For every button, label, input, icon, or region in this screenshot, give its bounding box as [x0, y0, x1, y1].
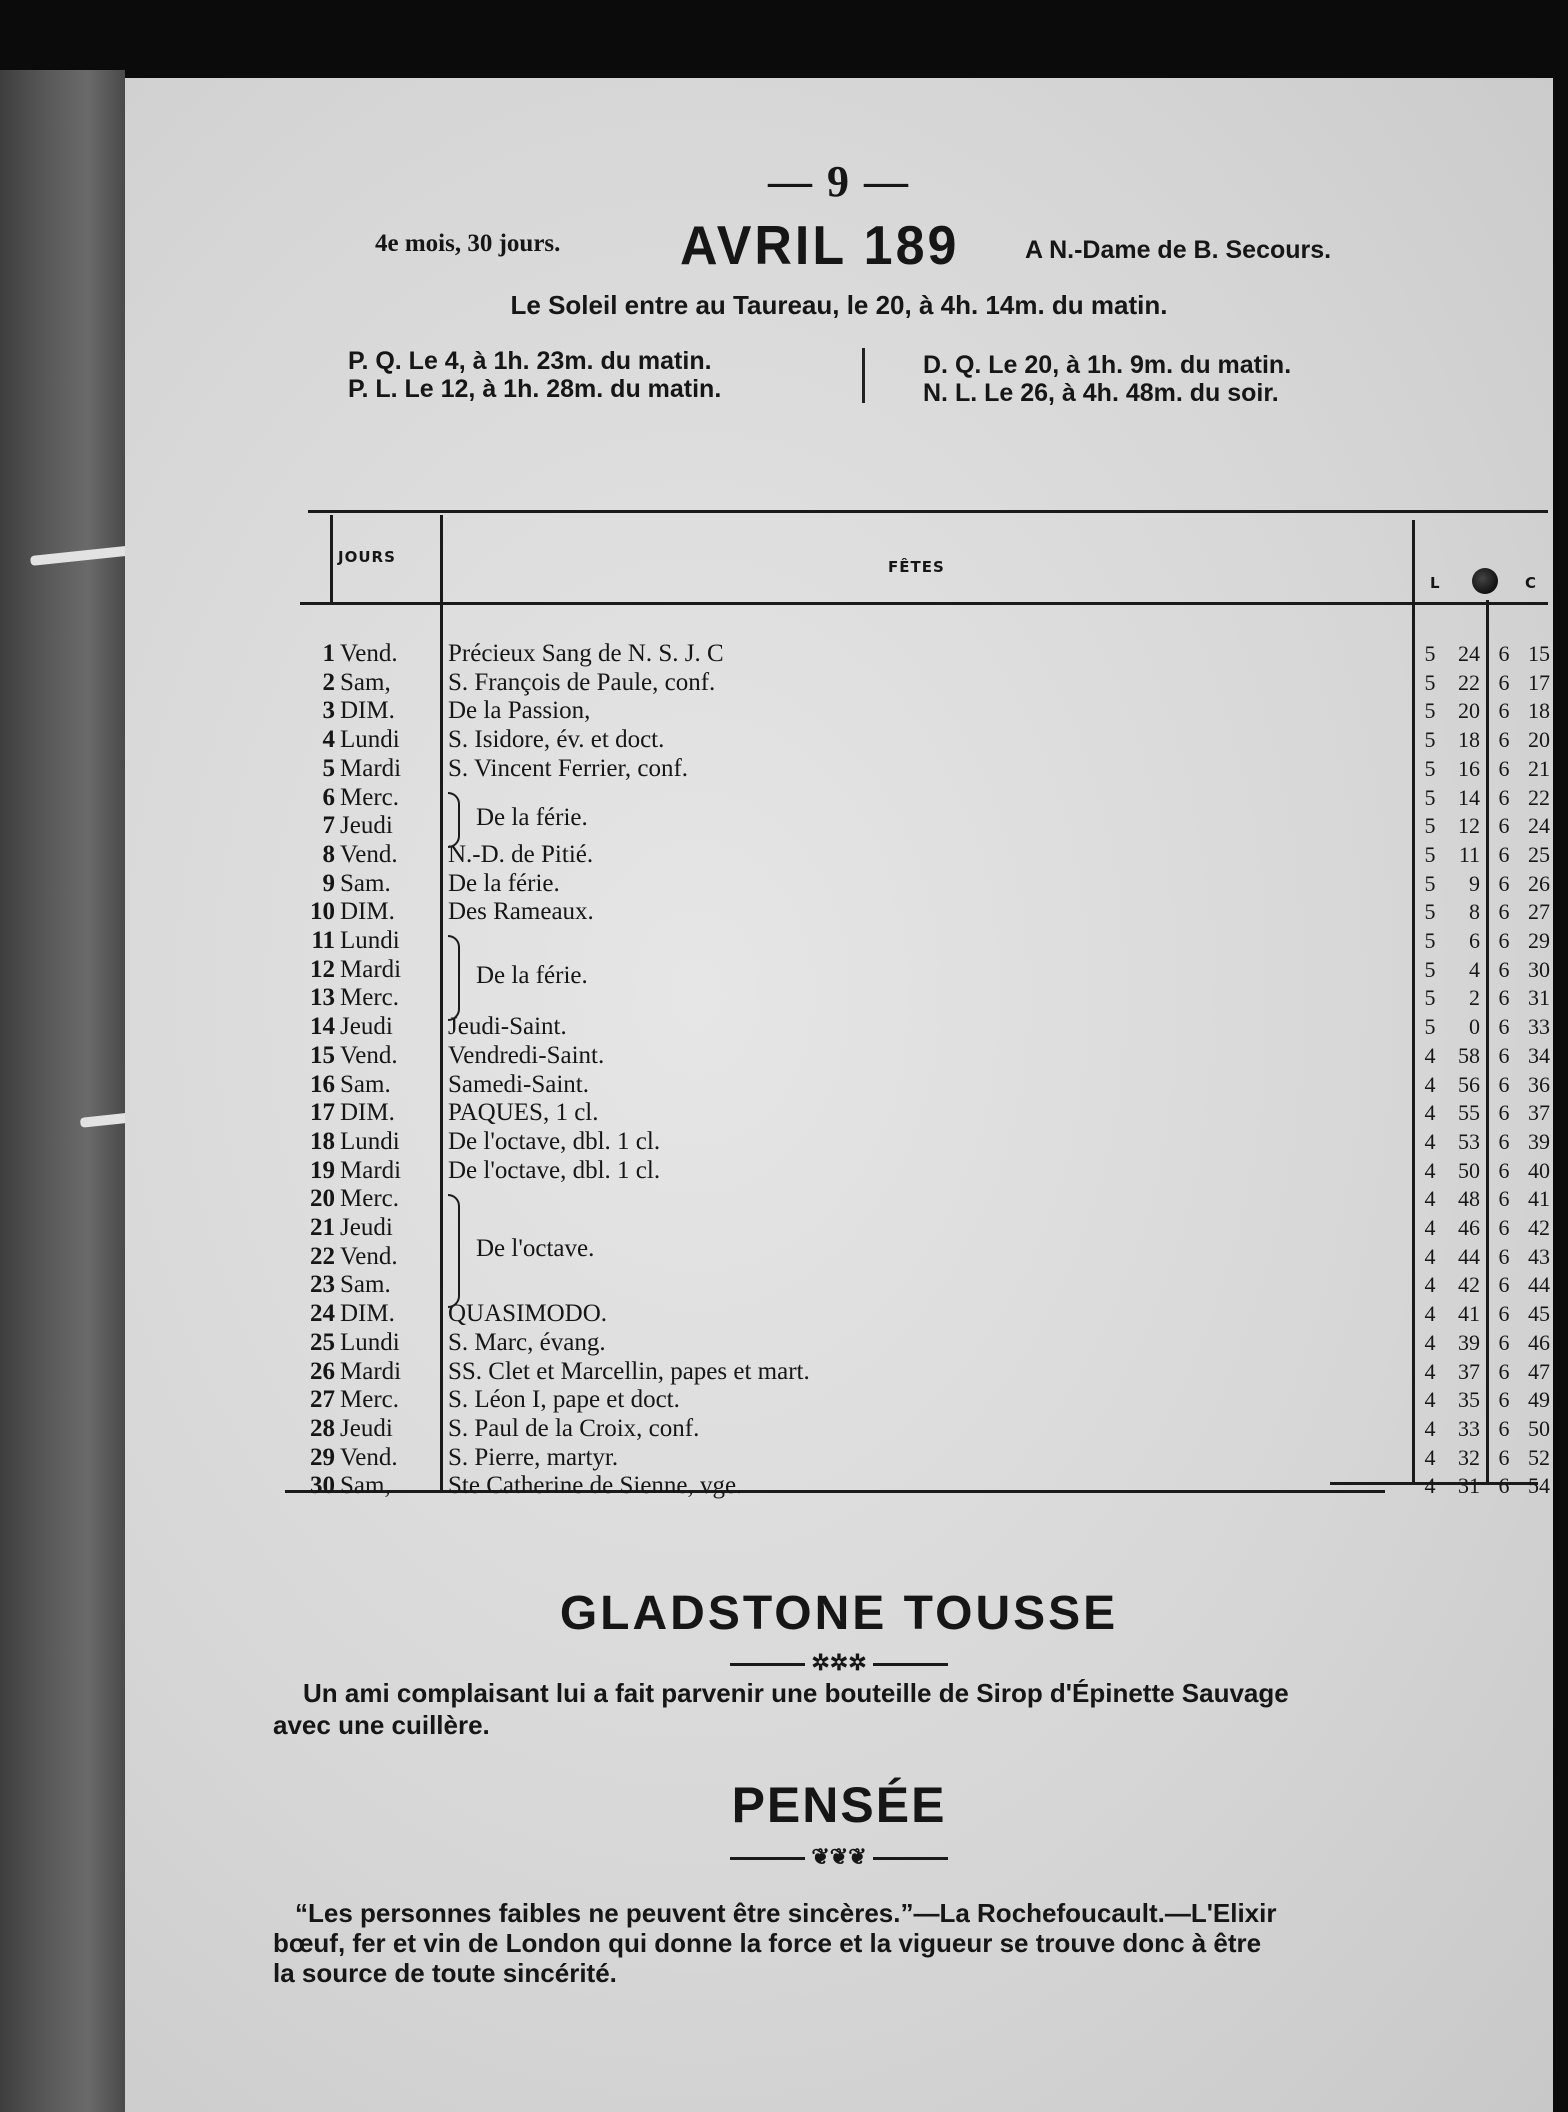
day-number: 25 [310, 1328, 335, 1356]
sunrise-minute: 44 [1458, 1243, 1480, 1269]
feast: SS. Clet et Marcellin, papes et mart. [448, 1357, 810, 1385]
sunrise-minute: 16 [1458, 755, 1480, 781]
day-number: 19 [310, 1156, 335, 1184]
sunset-hour: 6 [1498, 956, 1510, 982]
sunset-hour: 6 [1498, 899, 1510, 925]
weekday: Mardi [340, 1357, 402, 1385]
sunset-hour: 6 [1498, 1071, 1510, 1097]
weekday: Vend. [340, 840, 398, 868]
weekday: Mardi [340, 754, 402, 782]
feast: S. Isidore, év. et doct. [448, 726, 665, 754]
day-number: 24 [310, 1300, 335, 1328]
sunset-minute: 33 [1528, 1014, 1550, 1040]
weekday: Lundi [340, 1328, 400, 1356]
ornament-glyph: ✲✲✲ [811, 1650, 867, 1675]
sunset-minute: 24 [1528, 813, 1550, 839]
month-title: AVRIL 189 [680, 215, 960, 277]
sunrise-minute: 24 [1458, 641, 1480, 666]
sunrise-hour: 5 [1424, 899, 1436, 925]
sunset-hour: 6 [1498, 813, 1510, 839]
header-fetes: FÊTES [888, 558, 945, 576]
header-coucher: C [1525, 574, 1538, 592]
sunset-hour: 6 [1498, 928, 1510, 953]
day-number: 2 [322, 668, 335, 696]
gladstone-text-2: avec une cuillère. [273, 1710, 490, 1740]
sunset-minute: 46 [1528, 1329, 1550, 1355]
sunrise-minute: 8 [1469, 899, 1480, 925]
book-spine [0, 70, 125, 2112]
sunrise-hour: 5 [1424, 985, 1436, 1011]
sunset-minute: 50 [1528, 1415, 1550, 1441]
sunset-minute: 44 [1528, 1272, 1550, 1298]
sunrise-hour: 4 [1424, 1301, 1436, 1327]
sunset-hour: 6 [1498, 755, 1510, 781]
sunset-minute: 49 [1528, 1387, 1550, 1413]
sunrise-hour: 4 [1424, 1042, 1436, 1068]
sunset-minute: 15 [1528, 641, 1550, 666]
weekday: Merc. [340, 1185, 399, 1213]
weekday: Jeudi [340, 1013, 393, 1041]
sunset-minute: 42 [1528, 1215, 1550, 1240]
weekday: Sam. [340, 1271, 391, 1299]
sunrise-hour: 5 [1424, 669, 1436, 695]
feast: De l'octave, dbl. 1 cl. [448, 1127, 661, 1155]
sunset-hour: 6 [1498, 698, 1510, 724]
sunset-minute: 40 [1528, 1157, 1550, 1183]
sunset-hour: 6 [1498, 1100, 1510, 1126]
day-number: 29 [310, 1443, 335, 1471]
sunset-hour: 6 [1498, 1243, 1510, 1269]
sunset-minute: 43 [1528, 1243, 1550, 1269]
weekday: Lundi [340, 927, 400, 954]
sunrise-minute: 55 [1458, 1100, 1480, 1126]
weekday: DIM. [340, 1300, 395, 1328]
phase-divider [862, 348, 865, 403]
sunrise-minute: 56 [1458, 1071, 1480, 1097]
pensee-text-2: bœuf, fer et vin de London qui donne la force et la vigueur se trouve donc à être [273, 1928, 1262, 1958]
sunrise-minute: 20 [1458, 698, 1480, 724]
sunrise-hour: 5 [1424, 784, 1436, 810]
sunrise-minute: 11 [1458, 841, 1480, 867]
day-number: 22 [310, 1242, 335, 1270]
sunset-hour: 6 [1498, 1186, 1510, 1212]
gladstone-ornament [125, 1650, 1553, 1676]
feast: Des Rameaux. [448, 898, 594, 926]
sunrise-minute: 35 [1458, 1387, 1480, 1413]
sunset-minute: 39 [1528, 1128, 1550, 1154]
sunrise-minute: 31 [1458, 1473, 1480, 1499]
sunset-hour: 6 [1498, 1272, 1510, 1298]
sunset-hour: 6 [1498, 727, 1510, 753]
sunrise-hour: 5 [1424, 755, 1436, 781]
sunset-minute: 26 [1528, 870, 1550, 896]
day-number: 5 [322, 754, 335, 782]
weekday: Merc. [340, 783, 399, 811]
sunrise-minute: 9 [1469, 870, 1480, 896]
sunset-hour: 6 [1498, 1301, 1510, 1327]
sunrise-minute: 41 [1458, 1301, 1480, 1327]
sunset-minute: 25 [1528, 841, 1550, 867]
pensee-title: PENSÉE [731, 1777, 947, 1833]
feast: N.-D. de Pitié. [448, 840, 594, 868]
day-number: 9 [322, 869, 335, 897]
sunrise-minute: 39 [1458, 1329, 1480, 1355]
sunrise-minute: 4 [1469, 956, 1480, 982]
almanac-page [125, 78, 1553, 2112]
weekday: Vend. [340, 1443, 398, 1471]
gladstone-title: GLADSTONE TOUSSE [559, 1587, 1119, 1640]
sunrise-hour: 4 [1424, 1100, 1436, 1126]
day-number: 3 [322, 697, 335, 725]
sunrise-minute: 33 [1458, 1415, 1480, 1441]
sunset-minute: 34 [1528, 1042, 1550, 1068]
weekday: Sam, [340, 1472, 391, 1500]
col-rule-jours [440, 515, 443, 1490]
weekday: Jeudi [340, 1214, 393, 1241]
sunset-hour: 6 [1498, 1358, 1510, 1384]
sunset-minute: 22 [1528, 784, 1550, 810]
sunrise-hour: 5 [1424, 841, 1436, 867]
moon-phase-pq: P. Q. Le 4, à 1h. 23m. du matin. [348, 347, 712, 375]
sunrise-hour: 4 [1424, 1186, 1436, 1212]
sunset-minute: 41 [1528, 1186, 1550, 1212]
weekday: Jeudi [340, 812, 393, 840]
weekday: Lundi [340, 1127, 400, 1155]
sunrise-hour: 4 [1424, 1387, 1436, 1413]
weekday: Merc. [340, 984, 399, 1012]
day-number: 14 [310, 1013, 335, 1041]
sunset-hour: 6 [1498, 1415, 1510, 1441]
day-number: 11 [311, 927, 335, 954]
sunset-minute: 17 [1528, 669, 1550, 695]
sunset-minute: 27 [1528, 899, 1550, 925]
sunset-hour: 6 [1498, 669, 1510, 695]
weekday: Sam. [340, 869, 391, 897]
feast: S. François de Paule, conf. [448, 668, 716, 696]
sunset-hour: 6 [1498, 1473, 1510, 1499]
sunset-hour: 6 [1498, 1215, 1510, 1240]
sunrise-hour: 4 [1424, 1071, 1436, 1097]
feast: S. Marc, évang. [448, 1328, 606, 1356]
brace-label: De la férie. [476, 804, 588, 831]
page-number: — 9 — [768, 157, 910, 206]
sunset-hour: 6 [1498, 1014, 1510, 1040]
sunrise-minute: 14 [1458, 784, 1480, 810]
day-number: 20 [310, 1185, 335, 1213]
pensee-text-3: la source de toute sincérité. [273, 1958, 617, 1988]
col-rule-sun-left [1412, 520, 1415, 1485]
sunrise-hour: 4 [1424, 1128, 1436, 1154]
feast: De la férie. [448, 869, 560, 897]
day-number: 4 [322, 726, 335, 754]
sunset-minute: 29 [1528, 928, 1550, 953]
col-rule-jours-left [330, 515, 333, 605]
ornament-glyph: ❦❦❦ [811, 1844, 867, 1869]
weekday: Sam. [340, 1070, 391, 1098]
sunset-hour: 6 [1498, 985, 1510, 1011]
sunrise-hour: 4 [1424, 1444, 1436, 1470]
pensee-ornament [125, 1844, 1553, 1870]
feast: S. Léon I, pape et doct. [448, 1386, 680, 1414]
sunset-hour: 6 [1498, 1329, 1510, 1355]
weekday: DIM. [340, 898, 395, 926]
sunset-minute: 37 [1528, 1100, 1550, 1126]
sunrise-hour: 5 [1424, 641, 1436, 666]
sunrise-minute: 53 [1458, 1128, 1480, 1154]
col-rule-sun-mid [1486, 600, 1489, 1485]
sunrise-minute: 18 [1458, 727, 1480, 753]
sunset-hour: 6 [1498, 1042, 1510, 1068]
day-number: 30 [310, 1472, 335, 1500]
weekday: Mardi [340, 1156, 402, 1184]
sunset-minute: 31 [1528, 985, 1550, 1011]
day-number: 27 [310, 1386, 335, 1414]
sunset-hour: 6 [1498, 784, 1510, 810]
sunset-minute: 21 [1528, 755, 1550, 781]
sunset-hour: 6 [1498, 1157, 1510, 1183]
weekday: DIM. [340, 1099, 395, 1127]
day-number: 26 [310, 1357, 335, 1385]
gladstone-text-1: Un ami complaisant lui a fait parvenir une bouteille de Sirop d'Épinette Sauvage [303, 1678, 1289, 1708]
feast: QUASIMODO. [448, 1300, 608, 1328]
sunrise-hour: 5 [1424, 813, 1436, 839]
sunrise-minute: 0 [1469, 1014, 1480, 1040]
sunset-hour: 6 [1498, 870, 1510, 896]
day-number: 21 [310, 1214, 335, 1241]
feast: S. Pierre, martyr. [448, 1443, 619, 1471]
sunrise-minute: 6 [1469, 928, 1480, 953]
sunrise-minute: 48 [1458, 1186, 1480, 1212]
sunrise-minute: 37 [1458, 1358, 1480, 1384]
weekday: Sam, [340, 668, 391, 696]
moon-phase-dq: D. Q. Le 20, à 1h. 9m. du matin. [923, 351, 1292, 379]
day-number: 16 [310, 1070, 335, 1098]
weekday: Jeudi [340, 1414, 393, 1442]
feast: De la Passion, [448, 697, 591, 725]
day-number: 10 [310, 898, 335, 926]
sunrise-minute: 58 [1458, 1042, 1480, 1068]
feast: De l'octave, dbl. 1 cl. [448, 1156, 661, 1184]
sunset-hour: 6 [1498, 1444, 1510, 1470]
day-number: 8 [322, 840, 335, 868]
sunrise-minute: 50 [1458, 1157, 1480, 1183]
day-number: 28 [310, 1414, 335, 1442]
day-number: 13 [310, 984, 335, 1012]
sunrise-minute: 2 [1469, 985, 1480, 1011]
day-number: 7 [322, 812, 335, 840]
sunset-minute: 30 [1528, 956, 1550, 982]
sunrise-minute: 12 [1458, 813, 1480, 839]
sunrise-minute: 32 [1458, 1444, 1480, 1470]
weekday: Vend. [340, 1242, 398, 1270]
sunrise-hour: 5 [1424, 870, 1436, 896]
feast: Samedi-Saint. [448, 1070, 589, 1098]
sunrise-hour: 4 [1424, 1243, 1436, 1269]
sunrise-hour: 4 [1424, 1358, 1436, 1384]
weekday: Vend. [340, 640, 398, 667]
feast: Vendredi-Saint. [448, 1041, 605, 1069]
feast: Précieux Sang de N. S. J. C [448, 640, 724, 667]
weekday: Lundi [340, 726, 400, 754]
weekday: DIM. [340, 697, 395, 725]
feast: S. Paul de la Croix, conf. [448, 1414, 700, 1442]
weekday: Vend. [340, 1041, 398, 1069]
sunrise-hour: 4 [1424, 1272, 1436, 1298]
moon-phase-nl: N. L. Le 26, à 4h. 48m. du soir. [923, 379, 1279, 407]
moon-phase-pl: P. L. Le 12, à 1h. 28m. du matin. [348, 375, 722, 403]
sunrise-hour: 5 [1424, 956, 1436, 982]
calendar-table [280, 430, 1550, 1500]
sunrise-hour: 5 [1424, 1014, 1436, 1040]
sunrise-minute: 22 [1458, 669, 1480, 695]
sunrise-hour: 5 [1424, 928, 1436, 953]
dedication: A N.-Dame de B. Secours. [1025, 236, 1332, 264]
day-number: 18 [310, 1127, 335, 1155]
day-number: 1 [322, 640, 335, 667]
feast: S. Vincent Ferrier, conf. [448, 754, 689, 782]
sunset-minute: 45 [1528, 1301, 1550, 1327]
weekday: Merc. [340, 1386, 399, 1414]
sunrise-hour: 4 [1424, 1329, 1436, 1355]
day-number: 15 [310, 1041, 335, 1069]
feast: PAQUES, 1 cl. [448, 1099, 599, 1127]
sunset-hour: 6 [1498, 1128, 1510, 1154]
day-number: 23 [310, 1271, 335, 1299]
day-number: 17 [310, 1099, 335, 1127]
sunrise-hour: 5 [1424, 698, 1436, 724]
sunrise-hour: 4 [1424, 1215, 1436, 1240]
month-info: 4e mois, 30 jours. [375, 230, 561, 257]
sunset-minute: 20 [1528, 727, 1550, 753]
table-top-rule [308, 510, 1548, 513]
header-bottom-rule [300, 602, 1548, 605]
sunset-minute: 47 [1528, 1358, 1550, 1384]
sunset-hour: 6 [1498, 641, 1510, 666]
sunset-minute: 52 [1528, 1444, 1550, 1470]
day-number: 12 [310, 955, 335, 983]
sunset-minute: 36 [1528, 1071, 1550, 1097]
sunset-hour: 6 [1498, 1387, 1510, 1413]
weekday: Mardi [340, 955, 402, 983]
sun-entry-line: Le Soleil entre au Taureau, le 20, à 4h. 14m. du matin. [510, 290, 1168, 320]
brace-label: De l'octave. [476, 1235, 595, 1262]
brace-label: De la férie. [476, 962, 588, 989]
day-number: 6 [322, 783, 335, 811]
sunset-minute: 54 [1528, 1473, 1550, 1499]
header-lever: L [1430, 574, 1441, 592]
sunrise-hour: 4 [1424, 1415, 1436, 1441]
sunrise-minute: 46 [1458, 1215, 1480, 1240]
sun-icon [1472, 568, 1498, 594]
sunset-hour: 6 [1498, 841, 1510, 867]
header-jours: JOURS [338, 548, 396, 566]
feast: Jeudi-Saint. [448, 1013, 567, 1041]
feast: Ste Catherine de Sienne, vge. [448, 1472, 743, 1500]
pensee-text-1: “Les personnes faibles ne peuvent être sincères.”—La Rochefoucault.—L'Elixir [295, 1898, 1277, 1928]
sunrise-hour: 5 [1424, 727, 1436, 753]
sunrise-hour: 4 [1424, 1157, 1436, 1183]
sunrise-hour: 4 [1424, 1473, 1436, 1499]
sunset-minute: 18 [1528, 698, 1550, 724]
sunrise-minute: 42 [1458, 1272, 1480, 1298]
